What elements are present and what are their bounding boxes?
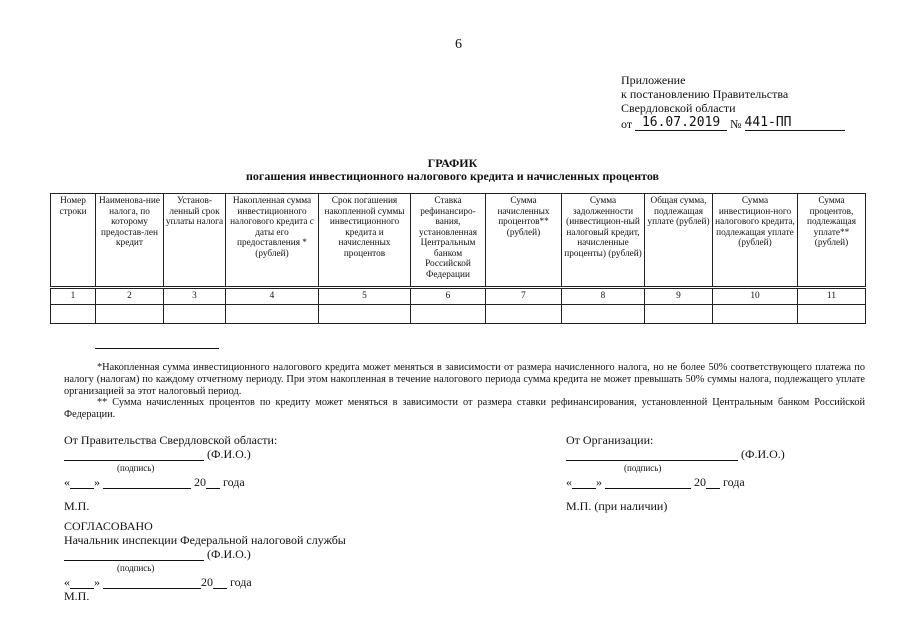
column-number: 1 [51, 288, 96, 305]
government-fio: (Ф.И.О.) [207, 447, 251, 461]
approval-date-mid: » [94, 575, 100, 589]
approval-block [64, 519, 346, 603]
government-signature-block [64, 433, 277, 513]
appendix-number-label: № [730, 117, 742, 131]
approval-month-line [103, 588, 201, 589]
appendix-date: 16.07.2019 [641, 115, 721, 130]
organization-month-line [605, 488, 691, 489]
column-number: 9 [645, 288, 713, 305]
column-number: 6 [411, 288, 486, 305]
government-year-line [206, 488, 220, 489]
approval-year-line [213, 588, 227, 589]
table-cell [798, 305, 866, 324]
approval-heading: СОГЛАСОВАНО [64, 519, 153, 533]
organization-year-suffix: года [723, 475, 745, 489]
column-number: 5 [319, 288, 411, 305]
table-row [51, 305, 866, 324]
footnote-1: *Накопленная сумма инвестиционного налогового кредита может меняться в зависимости от размера начисленного налога, но не более 50% соответствующего платежа по налогу (налогам) по каждому отчетному периоду. При этом накопленная в течение налогового периода сумма кредита не может превышать 50% суммы налога, подлежащего уплате организацией за этот налоговый период. [64, 362, 865, 397]
organization-fio: (Ф.И.О.) [741, 447, 785, 461]
appendix-date-line [621, 115, 845, 131]
footnote-divider [95, 348, 219, 349]
column-number: 2 [96, 288, 164, 305]
document-title [0, 157, 905, 183]
appendix-block [621, 73, 845, 131]
column-number: 4 [226, 288, 319, 305]
organization-day-line [572, 488, 596, 489]
organization-sign-caption: (подпись) [624, 463, 662, 473]
government-year: 20 [194, 475, 206, 489]
appendix-line-2: к постановлению Правительства [621, 87, 789, 101]
table-cell [486, 305, 562, 324]
organization-heading: От Организации: [566, 433, 654, 447]
appendix-line-1: Приложение [621, 73, 686, 87]
column-header: Сумма инвестицион-ного налогового кредита, подлежащая уплате (рублей) [713, 194, 798, 288]
table-cell [713, 305, 798, 324]
table-cell [319, 305, 411, 324]
table-cell [164, 305, 226, 324]
column-number: 7 [486, 288, 562, 305]
appendix-number-field [745, 115, 845, 131]
column-header: Номер строки [51, 194, 96, 288]
schedule-table [50, 193, 866, 324]
column-number: 8 [562, 288, 645, 305]
column-number: 3 [164, 288, 226, 305]
table-header-row [51, 194, 866, 288]
column-header: Наименова-ние налога, по которому предостав-лен кредит [96, 194, 164, 288]
column-header: Установ-ленный срок уплаты налога [164, 194, 226, 288]
approval-year-suffix: года [230, 575, 252, 589]
table-cell [226, 305, 319, 324]
approval-sign-caption: (подпись) [117, 563, 155, 573]
footnote-2: ** Сумма начисленных процентов по кредиту может меняться в зависимости от размера ставки рефинансирования, установленной Центральным банком Российской Федерации. [64, 397, 865, 421]
column-number: 11 [798, 288, 866, 305]
column-header: Сумма начисленных процентов** (рублей) [486, 194, 562, 288]
column-header: Накопленная сумма инвестиционного налогового кредита с даты его предоставления * (рублей) [226, 194, 319, 288]
column-header: Срок погашения накопленной суммы инвестиционного кредита и начисленных процентов [319, 194, 411, 288]
title-main: ГРАФИК [427, 156, 478, 170]
table-cell [562, 305, 645, 324]
footnotes [64, 362, 865, 421]
appendix-number: 441-ПП [744, 115, 792, 130]
table-cell [51, 305, 96, 324]
organization-signature-block [566, 433, 785, 513]
organization-year: 20 [694, 475, 706, 489]
title-sub: погашения инвестиционного налогового кредита и начисленных процентов [245, 169, 660, 183]
page-number: 6 [455, 37, 462, 52]
appendix-line-3: Свердловской области [621, 101, 736, 115]
government-seal: М.П. [64, 499, 90, 513]
column-header: Ставка рефинансиро-вания, установленная Центральным банком Российской Федерации [411, 194, 486, 288]
organization-year-line [706, 488, 720, 489]
column-header: Сумма задолженности (инвестицион-ный налоговый кредит, начисленные проценты) (рублей) [562, 194, 645, 288]
government-heading: От Правительства Свердловской области: [64, 433, 278, 447]
appendix-date-field [635, 115, 727, 131]
approval-year: 20 [201, 575, 213, 589]
approval-date-open: « [64, 575, 70, 589]
organization-seal: М.П. (при наличии) [566, 499, 668, 513]
organization-date-mid: » [596, 475, 602, 489]
table-cell [96, 305, 164, 324]
government-day-line [70, 488, 94, 489]
approval-fio: (Ф.И.О.) [207, 547, 251, 561]
government-year-suffix: года [223, 475, 245, 489]
government-month-line [103, 488, 191, 489]
appendix-from-label: от [621, 117, 633, 131]
government-date-mid: » [94, 475, 100, 489]
approval-seal: М.П. [64, 589, 90, 603]
column-header: Сумма процентов, подлежащая уплате** (рублей) [798, 194, 866, 288]
government-sign-caption: (подпись) [117, 463, 155, 473]
approval-position: Начальник инспекции Федеральной налоговой службы [64, 533, 346, 547]
table-cell [411, 305, 486, 324]
organization-date-open: « [566, 475, 572, 489]
column-number: 10 [713, 288, 798, 305]
column-header: Общая сумма, подлежащая уплате (рублей) [645, 194, 713, 288]
government-date-open: « [64, 475, 70, 489]
table-cell [645, 305, 713, 324]
column-number-row [51, 288, 866, 305]
